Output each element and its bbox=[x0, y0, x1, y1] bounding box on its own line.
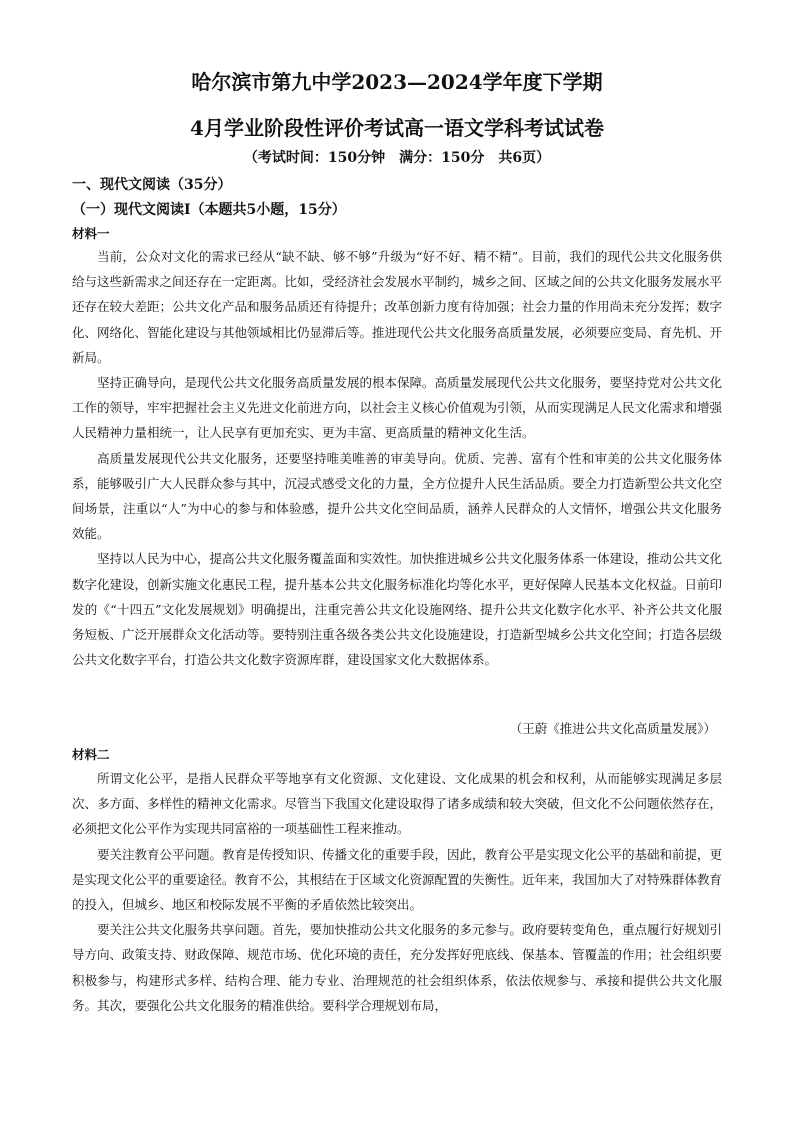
material1-label: 材料一 bbox=[72, 226, 110, 241]
material1-paragraph: 坚持以人民为中心，提高公共文化服务覆盖面和实效性。加快推进城乡公共文化服务体系一体建设，推动公共文化数字化建设，创新实施文化惠民工程，提升基本公共文化服务标准化均等化水平，更好保障人民基本文化权益。日前印发的《“十四五”文化发展规划》明确提出，注重完善公共文化设施网络、提升公共文化数字化水平、补齐公共文化服务短板、广泛开展群众文化活动等。要特别注重各级各类公共文化设施建设，打造新型城乡公共文化空间；打造各层级公共文化数字平台，打造公共文化数字资源库群，建设国家文化大数据体系。 bbox=[72, 551, 723, 668]
material1-paragraph: 高质量发展现代公共文化服务，还要坚持唯美唯善的审美导向。优质、完善、富有个性和审美的公共文化服务体系，能够吸引广大人民群众参与其中，沉浸式感受文化的力量，全方位提升人民生活品质。要全力打造新型公共文化空间场景，注重以“人”为中心的参与和体验感，提升公共文化空间品质，涵养人民群众的人文情怀，增强公共文化服务效能。 bbox=[72, 450, 723, 542]
exam-title-line1: 哈尔滨市第九中学2023—2024学年度下学期 bbox=[191, 70, 603, 94]
material1-source: （王蔚《推进公共文化高质量发展》） bbox=[509, 721, 716, 736]
material1-paragraph: 坚持正确导向，是现代公共文化服务高质量发展的根本保障。高质量发展现代公共文化服务，要坚持党对公共文化工作的领导，牢牢把握社会主义先进文化前进方向，以社会主义核心价值观为引领，从而实现满足人民文化需求和增强人民精神力量相统一，让人民享有更加充实、更为丰富、更高质量的精神文化生活。 bbox=[72, 375, 723, 441]
material1-paragraph: 当前，公众对文化的需求已经从“缺不缺、够不够”升级为“好不好、精不精”。目前，我们的现代公共文化服务供给与这些新需求之间还存在一定距离。比如，受经济社会发展水平制约，城乡之间、区域之间的公共文化服务发展水平还存在较大差距；公共文化产品和服务品质还有待提升；改革创新力度有待加强；社会力量的作用尚未充分发挥；数字化、网络化、智能化建设与其他领域相比仍显滞后等。推进现代公共文化服务高质量发展，必须要应变局、育先机、开新局。 bbox=[72, 249, 723, 365]
material2-paragraph: 所谓文化公平，是指人民群众平等地享有文化资源、文化建设、文化成果的机会和权利，从而能够实现满足多层次、多方面、多样性的精神文化需求。尽管当下我国文化建设取得了诸多成绩和较大突破，但文化不公问题依然存在，必须把文化公平作为实现共同富裕的一项基础性工程来推动。 bbox=[72, 771, 723, 837]
material2-body bbox=[72, 766, 722, 1018]
material1-body bbox=[72, 244, 722, 672]
exam-info: （考试时间：150分钟 满分：150分 共6页） bbox=[243, 150, 551, 166]
section-heading-part1: 一、现代文阅读（35分） bbox=[72, 177, 232, 193]
material2-label: 材料二 bbox=[72, 747, 110, 762]
material2-paragraph: 要关注教育公平问题。教育是传授知识、传播文化的重要手段，因此，教育公平是实现文化公平的基础和前提，更是实现文化公平的重要途径。教育不公，其根结在于区域文化资源配置的失衡性。近年来，我国加大了对特殊群体教育的投入，但城乡、地区和校际发展不平衡的矛盾依然比较突出。 bbox=[72, 846, 723, 913]
material2-paragraph: 要关注公共文化服务共享问题。首先，要加快推动公共文化服务的多元参与。政府要转变角色，重点履行好规划引导方向、政策支持、财政保障、规范市场、优化环境的责任，充分发挥好兜底线、保基本、管覆盖的作用；社会组织要积极参与，构建形式多样、结构合理、能力专业、治理规范的社会组织体系，依法依规参与、承接和提供公共文化服务。其次，要强化公共文化服务的精准供给。要科学合理规划布局， bbox=[72, 922, 723, 1013]
section-subheading: （一）现代文阅读Ⅰ（本题共5小题，15分） bbox=[72, 202, 346, 218]
exam-title-line2: 4月学业阶段性评价考试高一语文学科考试试卷 bbox=[190, 116, 604, 140]
